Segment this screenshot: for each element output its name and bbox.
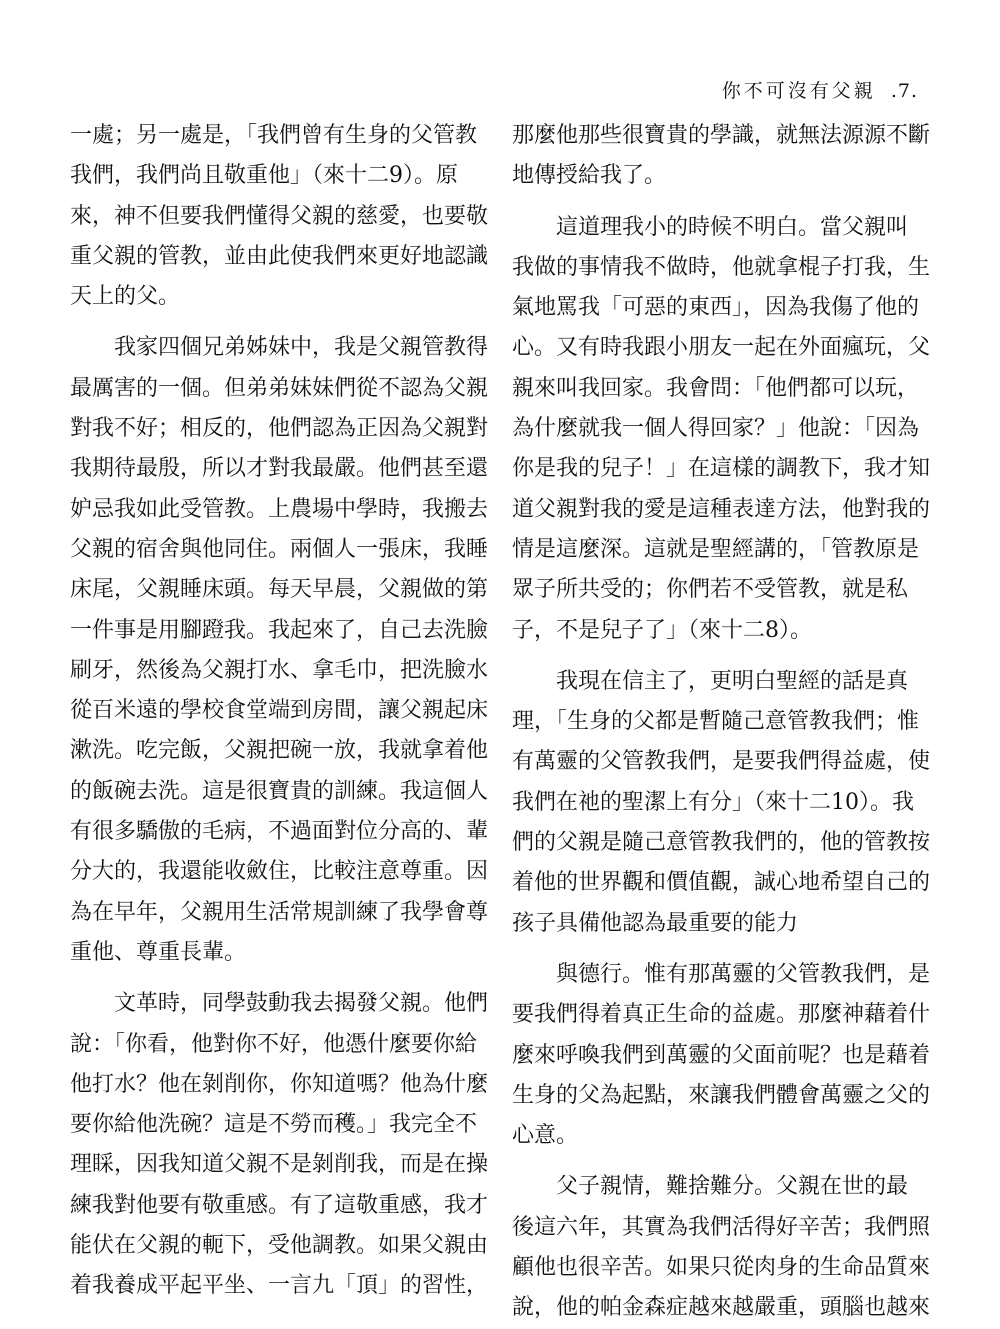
text-line: 那麼他那些很寶貴的學識，就無法源源不斷 [512, 123, 931, 148]
text-line: 顧他也很辛苦。如果只從肉身的生命品質來 [512, 1255, 931, 1281]
text-line: 親來叫我回家。我會問：「他們都可以玩， [512, 375, 920, 401]
text-line: 刷牙，然後為父親打水、拿毛巾，把洗臉水 [70, 657, 489, 683]
text-line: 麼來呼喚我們到萬靈的父面前呢？也是藉着 [512, 1042, 931, 1068]
text-line: 生身的父為起點，來讓我們體會萬靈之父的 [512, 1082, 931, 1108]
text-line: 說：「你看，他對你不好，他憑什麼要你給 [70, 1031, 478, 1057]
paragraph [70, 116, 489, 317]
paragraph [512, 208, 931, 651]
text-line: 子，不是兒子了」（來十二8）。 [512, 617, 812, 643]
text-line: 他打水？他在剝削你，你知道嗎？他為什麼 [70, 1071, 489, 1097]
text-line: 地傳授給我了。 [512, 163, 667, 189]
text-line: 們的父親是隨己意管教我們的，他的管教按 [512, 830, 931, 856]
text-line: 重他、尊重長輩。 [70, 939, 247, 965]
text-line: 說，他的帕金森症越來越嚴重，頭腦也越來 [512, 1295, 931, 1321]
text-line: 漱洗。吃完飯，父親把碗一放，我就拿着他 [70, 738, 489, 764]
text-line: 要我們得着真正生命的益處。那麼神藉着什 [512, 1002, 931, 1028]
text-line: 最厲害的一個。但弟弟妹妹們從不認為父親 [70, 375, 489, 401]
text-line: 重父親的管教，並由此使我們來更好地認識 [70, 243, 489, 269]
text-line: 我做的事情我不做時，他就拿棍子打我，生 [512, 254, 931, 280]
text-line: 我們在祂的聖潔上有分」（來十二10）。我 [512, 789, 914, 815]
header-title: 你不可沒有父親 [721, 80, 876, 102]
running-header [722, 76, 918, 103]
text-line: 要你給他洗碗？這是不勞而穫。」我完全不 [70, 1112, 478, 1138]
text-line: 情是這麼深。這就是聖經講的，「管教原是 [512, 536, 920, 562]
text-line: 床尾，父親睡床頭。每天早晨，父親做的第 [70, 577, 489, 603]
text-line: 你是我的兒子！」在這樣的調教下，我才知 [512, 456, 931, 482]
text-line: 對我不好；相反的，他們認為正因為父親對 [70, 416, 489, 442]
text-line: 為在早年，父親用生活常規訓練了我學會尊 [70, 899, 489, 925]
paragraph [512, 1167, 931, 1328]
page-number: .7. [890, 80, 918, 102]
text-line: 文革時，同學鼓動我去揭發父親。他們 [114, 991, 489, 1017]
text-line: 來，神不但要我們懂得父親的慈愛，也要敬 [70, 203, 489, 229]
text-line: 道父親對我的愛是這種表達方法，他對我的 [512, 496, 931, 522]
text-line: 心。又有時我跟小朋友一起在外面瘋玩，父 [512, 335, 931, 361]
text-line: 氣地罵我「可惡的東西」，因為我傷了他的 [512, 295, 920, 321]
left-text-column [70, 116, 489, 1307]
text-line: 的飯碗去洗。這是很寶貴的訓練。我這個人 [70, 778, 489, 804]
text-line: 為什麼就我一個人得回家？」他說：「因為 [512, 416, 920, 442]
text-line: 天上的父。 [70, 284, 181, 310]
text-line: 心意。 [512, 1123, 579, 1149]
text-line: 父子親情，難捨難分。父親在世的最 [556, 1174, 909, 1200]
text-line: 妒忌我如此受管教。上農場中學時，我搬去 [70, 496, 489, 522]
paragraph [512, 662, 931, 944]
text-line: 我現在信主了，更明白聖經的話是真 [556, 668, 909, 694]
text-line: 與德行。惟有那萬靈的父管教我們，是 [556, 961, 931, 987]
right-text-column [512, 116, 931, 1329]
paragraph [70, 984, 489, 1306]
paragraph [70, 328, 489, 973]
text-line: 我家四個兄弟姊妹中，我是父親管教得 [114, 335, 489, 361]
text-line: 練我對他要有敬重感。有了這敬重感，我才 [70, 1192, 489, 1218]
text-line: 分大的，我還能收斂住，比較注意尊重。因 [70, 859, 489, 885]
text-line: 一件事是用腳蹬我。我起來了，自己去洗臉 [70, 617, 489, 643]
text-line: 能伏在父親的軛下，受他調教。如果父親由 [70, 1233, 489, 1259]
text-line: 父親的宿舍與他同住。兩個人一張床，我睡 [70, 536, 489, 562]
text-line: 我們，我們尚且敬重他」（來十二9）。原 [70, 163, 458, 189]
paragraph [512, 955, 931, 1156]
paragraph [512, 116, 931, 197]
text-line: 我期待最殷，所以才對我最嚴。他們甚至還 [70, 456, 489, 482]
text-line: 這道理我小的時候不明白。當父親叫 [556, 214, 909, 240]
text-line: 眾子所共受的；你們若不受管教，就是私 [512, 577, 909, 603]
text-line: 有很多驕傲的毛病，不過面對位分高的、輩 [70, 819, 489, 845]
text-line: 一處；另一處是，「我們曾有生身的父管教 [70, 123, 478, 148]
text-line: 理，「生身的父都是暫隨己意管教我們；惟 [512, 709, 920, 735]
text-line: 理睬，因我知道父親不是剝削我，而是在操 [70, 1152, 489, 1178]
text-line: 後這六年，其實為我們活得好辛苦；我們照 [512, 1214, 931, 1240]
text-line: 着我養成平起平坐、一言九「頂」的習性， [70, 1273, 489, 1299]
text-line: 有萬靈的父管教我們，是要我們得益處，使 [512, 749, 931, 775]
text-line: 孩子具備他認為最重要的能力 [512, 910, 799, 936]
text-line: 從百米遠的學校食堂端到房間，讓父親起床 [70, 698, 489, 724]
text-line: 着他的世界觀和價值觀，誠心地希望自己的 [512, 870, 931, 896]
